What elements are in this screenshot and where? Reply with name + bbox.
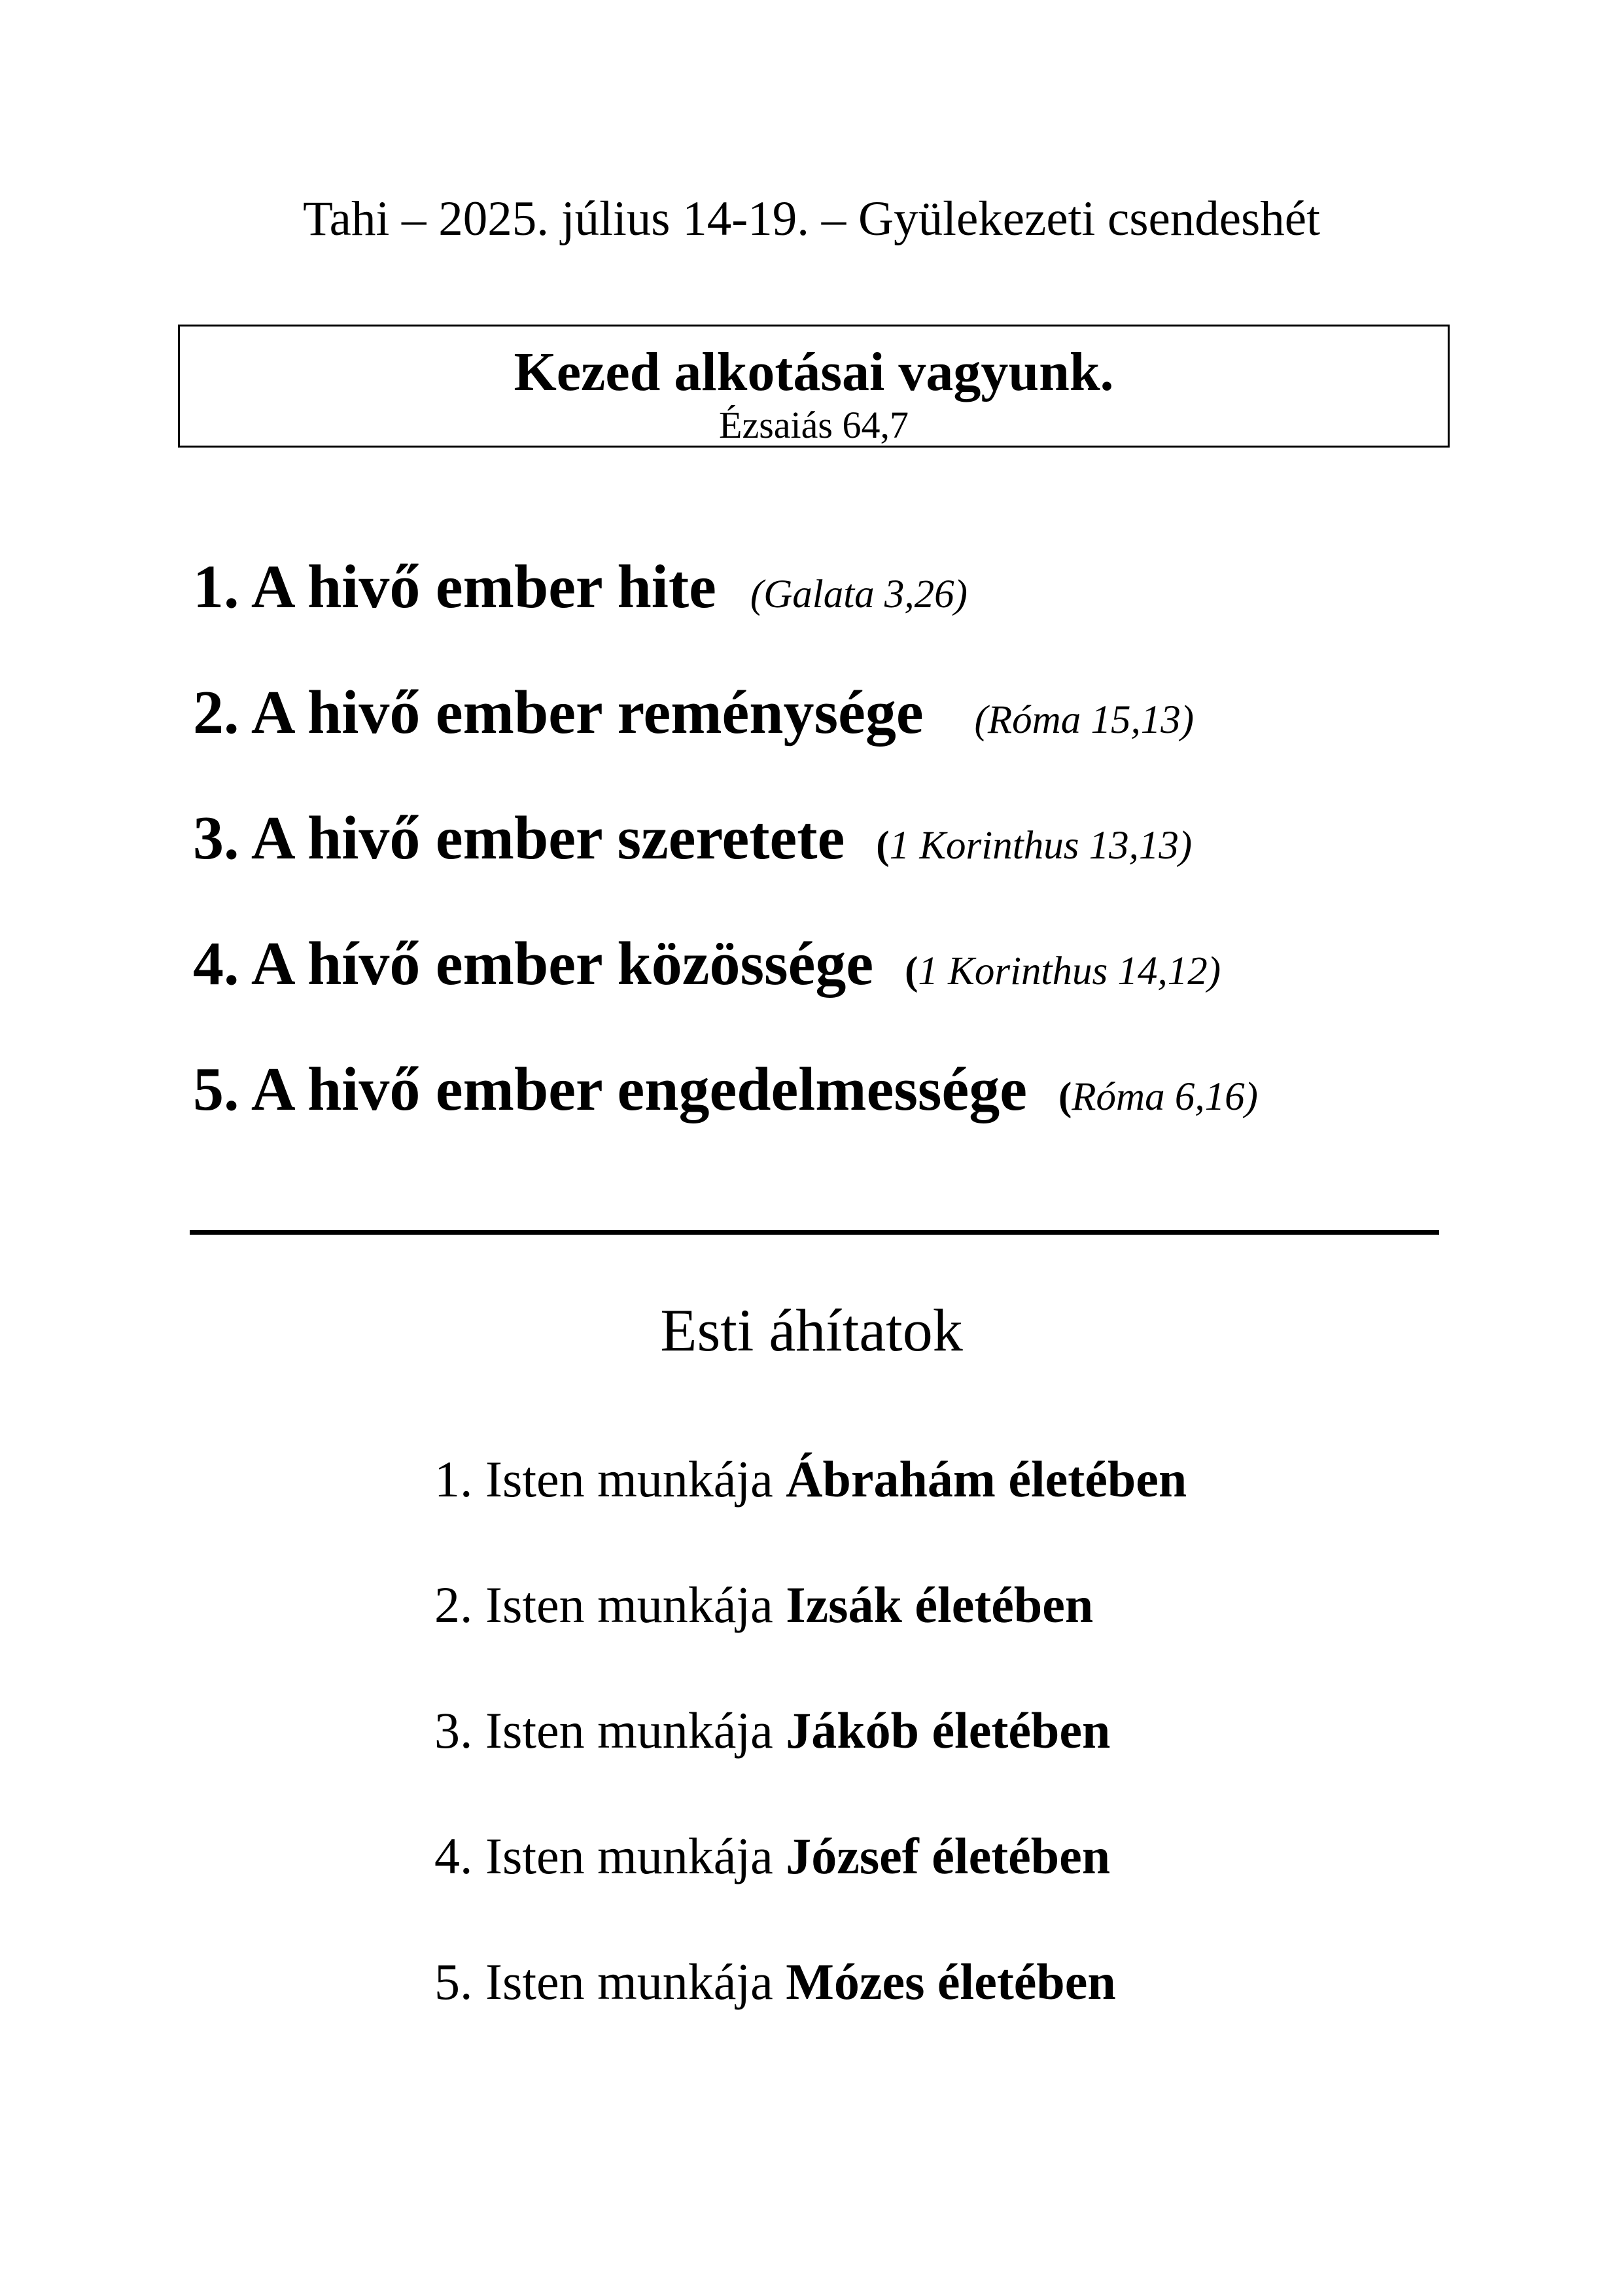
motto-box	[178, 325, 1450, 448]
evening-name: Jákób életében	[786, 1702, 1111, 1759]
evening-prefix: Isten munkája	[485, 1451, 786, 1508]
theme-title: A hívő ember közössége	[251, 930, 874, 998]
theme-number: 3.	[193, 804, 239, 872]
page-title: Tahi – 2025. július 14-19. – Gyülekezeti csendeshét	[303, 192, 1320, 246]
evening-section-title: Esti áhítatok	[660, 1297, 963, 1364]
theme-reference-paren: (	[974, 698, 988, 742]
evening-prefix: Isten munkája	[485, 1953, 786, 2010]
theme-reference: Galata 3,26)	[763, 573, 968, 616]
theme-reference-paren: (	[750, 573, 764, 616]
evening-item	[434, 1953, 1187, 2082]
theme-reference: 1 Korinthus 13,13)	[889, 824, 1193, 868]
evening-name: Ábrahám életében	[786, 1451, 1187, 1508]
evening-list	[434, 1451, 1187, 2082]
theme-number: 2.	[193, 679, 239, 747]
evening-name: Izsák életében	[786, 1576, 1094, 1633]
theme-reference-paren: (	[1058, 1075, 1072, 1119]
evening-number: 4.	[434, 1828, 473, 1884]
evening-number: 1.	[434, 1451, 473, 1508]
theme-item	[193, 553, 1258, 682]
theme-reference: 1 Korinthus 14,12)	[918, 949, 1221, 993]
evening-item	[434, 1702, 1187, 1831]
theme-reference-paren: (	[905, 949, 918, 993]
evening-number: 3.	[434, 1702, 473, 1759]
evening-number: 5.	[434, 1953, 473, 2010]
theme-reference: Róma 15,13)	[987, 698, 1195, 742]
motto-text: Kezed alkotásai vagyunk.	[514, 342, 1114, 402]
evening-prefix: Isten munkája	[485, 1702, 786, 1759]
evening-name: Mózes életében	[786, 1953, 1116, 2010]
evening-prefix: Isten munkája	[485, 1576, 786, 1633]
theme-title: A hivő ember reménysége	[251, 679, 924, 747]
evening-number: 2.	[434, 1576, 473, 1633]
theme-number: 4.	[193, 930, 239, 998]
theme-title: A hivő ember engedelmessége	[251, 1055, 1027, 1123]
evening-item	[434, 1828, 1187, 1956]
theme-item	[193, 930, 1258, 1059]
theme-title: A hivő ember szeretete	[251, 804, 845, 872]
section-divider	[190, 1230, 1439, 1235]
theme-item	[193, 679, 1258, 807]
evening-item	[434, 1576, 1187, 1705]
theme-number: 5.	[193, 1055, 239, 1123]
theme-item	[193, 1055, 1258, 1184]
evening-item	[434, 1451, 1187, 1580]
theme-reference-paren: (	[876, 824, 890, 868]
evening-prefix: Isten munkája	[485, 1828, 786, 1884]
theme-list	[193, 553, 1258, 1184]
evening-name: József életében	[786, 1828, 1111, 1884]
theme-title: A hivő ember hite	[251, 553, 716, 621]
theme-number: 1.	[193, 553, 239, 621]
motto-reference: Ézsaiás 64,7	[719, 404, 909, 446]
theme-item	[193, 804, 1258, 933]
theme-reference: Róma 6,16)	[1072, 1075, 1258, 1119]
